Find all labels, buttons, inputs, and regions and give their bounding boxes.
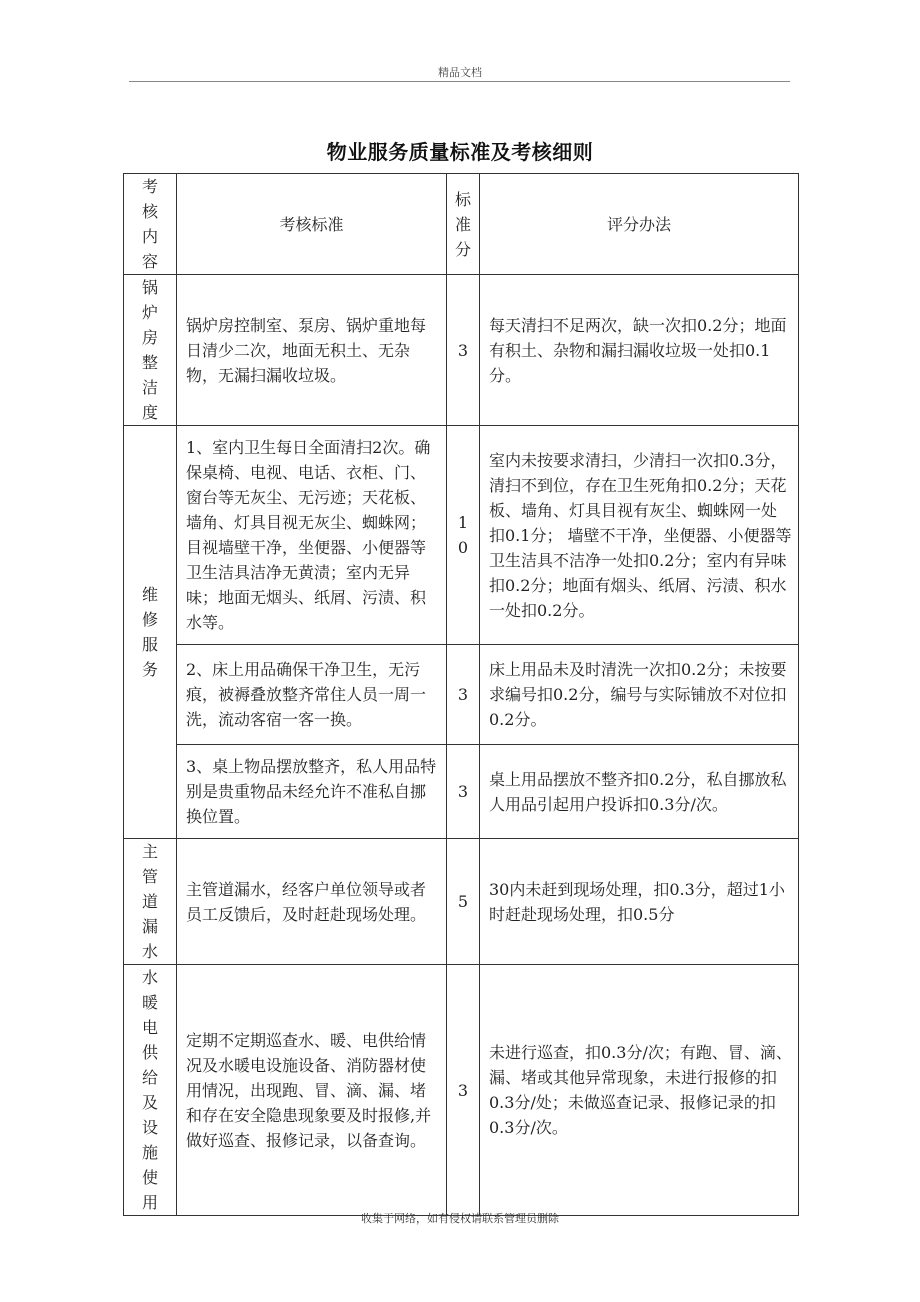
assessment-table [123,173,799,1216]
row-method: 每天清扫不足两次，缺一次扣0.2分；地面有积土、杂物和漏扫漏收垃圾一处扣0.1分。 [480,275,799,426]
row-method: 室内未按要求清扫，少清扫一次扣0.3分，清扫不到位，存在卫生死角扣0.2分；天花板、墙角、灯具目视有灰尘、蜘蛛网一处扣0.1分； 墙壁不干净，坐便器、小便器等卫生洁具不洁净一处扣0.2分；室内有异味扣0.2分；地面有烟头、纸屑、污渍、积水一处扣0.2分。 [480,426,799,645]
page-header: 精品文档 [438,66,482,79]
row-method: 未进行巡查，扣0.3分/次；有跑、冒、滴、漏、堵或其他异常现象，未进行报修的扣0.3分/处；未做巡查记录、报修记录的扣0.3分/次。 [480,965,799,1216]
row-score: 3 [447,965,480,1216]
header-content: 考 核 内 容 [124,174,177,275]
row-score: 3 [447,275,480,426]
row-standard: 主管道漏水，经客户单位领导或者员工反馈后，及时赶赴现场处理。 [177,839,447,965]
row-category: 锅 炉 房 整 洁 度 [124,275,177,426]
row-standard: 定期不定期巡查水、暖、电供给情况及水暖电设施设备、消防器材使用情况，出现跑、冒、滴、漏、堵和存在安全隐患现象要及时报修,并做好巡查、报修记录，以备查询。 [177,965,447,1216]
row-standard: 3、桌上物品摆放整齐，私人用品特别是贵重物品未经允许不准私自挪换位置。 [177,745,447,839]
table-row [124,426,799,645]
row-category: 主 管 道 漏 水 [124,839,177,965]
row-category: 维 修 服 务 [124,426,177,839]
row-standard: 2、床上用品确保干净卫生，无污痕，被褥叠放整齐常住人员一周一洗，流动客宿一客一换。 [177,645,447,745]
table-row [124,965,799,1216]
row-standard: 锅炉房控制室、泵房、锅炉重地每日清少二次，地面无积土、无杂物，无漏扫漏收垃圾。 [177,275,447,426]
row-category: 水 暖 电 供 给 及 设 施 使 用 [124,965,177,1216]
header-score: 标 准 分 [447,174,480,275]
table-row [124,275,799,426]
row-score: 3 [447,745,480,839]
row-method: 桌上用品摆放不整齐扣0.2分，私自挪放私人用品引起用户投诉扣0.3分/次。 [480,745,799,839]
row-standard: 1、室内卫生每日全面清扫2次。确保桌椅、电视、电话、衣柜、门、窗台等无灰尘、无污迹；天花板、墙角、灯具目视无灰尘、蜘蛛网；目视墙壁干净，坐便器、小便器等卫生洁具洁净无黄渍；室内无异味；地面无烟头、纸屑、污渍、积水等。 [177,426,447,645]
document-title: 物业服务质量标准及考核细则 [326,140,594,164]
header-divider [129,81,790,82]
row-score: 5 [447,839,480,965]
header-standard: 考核标准 [177,174,447,275]
row-score: 1 0 [447,426,480,645]
table-header-row [124,174,799,275]
row-method: 床上用品未及时清洗一次扣0.2分；未按要求编号扣0.2分，编号与实际铺放不对位扣0.2分。 [480,645,799,745]
table-row [124,645,799,745]
table-row [124,745,799,839]
page-footer: 收集于网络，如有侵权请联系管理员删除 [361,1212,559,1225]
row-score: 3 [447,645,480,745]
table-row [124,839,799,965]
header-method: 评分办法 [480,174,799,275]
row-method: 30内未赶到现场处理，扣0.3分，超过1小时赶赴现场处理，扣0.5分 [480,839,799,965]
